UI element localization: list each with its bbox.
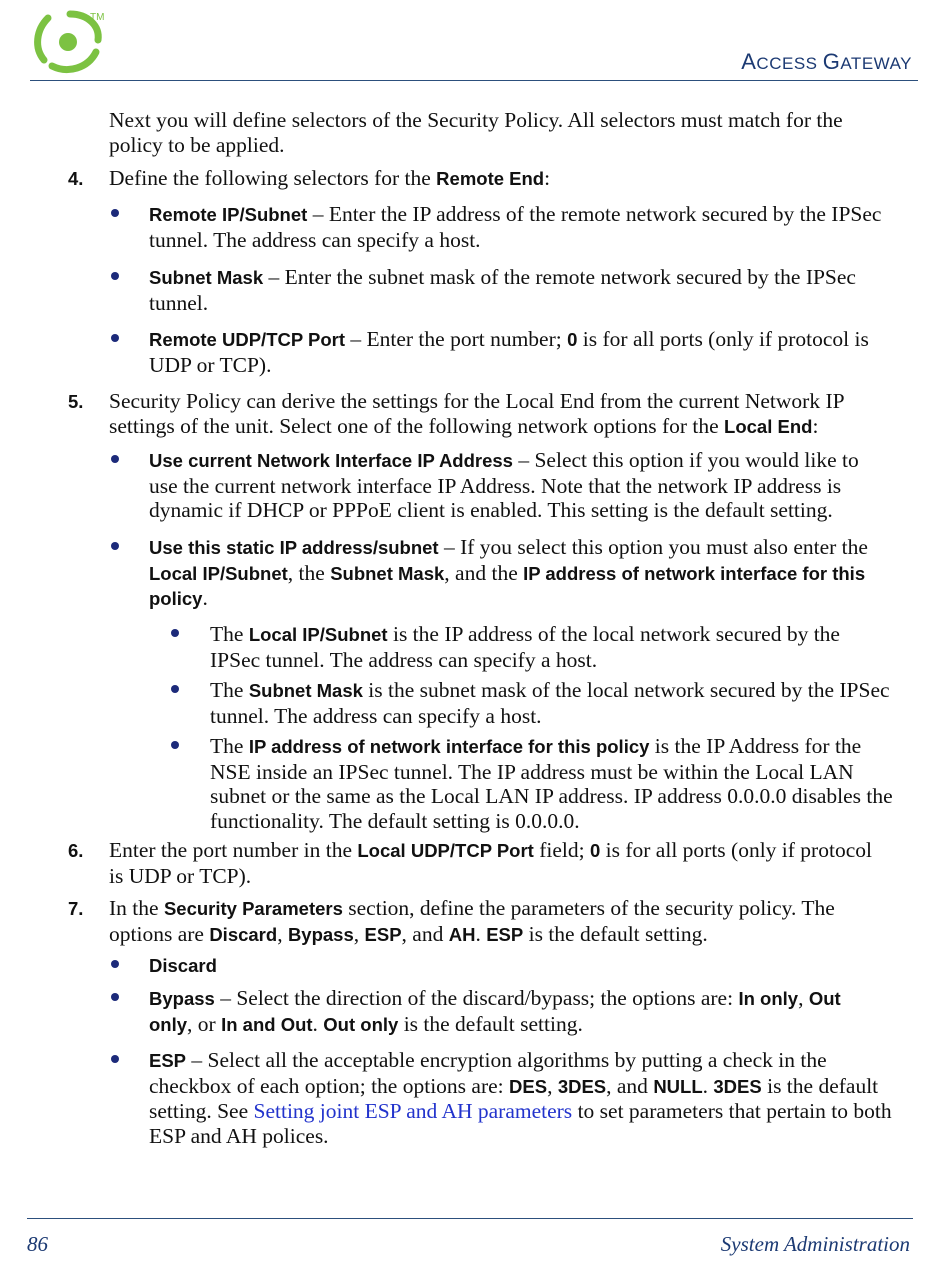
list-item: Subnet Mask – Enter the subnet mask of the remote network secured by the IPSec tunnel. xyxy=(149,265,856,315)
step-6-text: Enter the port number in the Local UDP/TCP Port field; 0 is for all ports (only if protocol is UDP or TCP). xyxy=(109,838,872,888)
list-item: Remote IP/Subnet – Enter the IP address of the remote network secured by the IPSec tunnel. The address can specify a host. xyxy=(149,202,882,252)
company-logo xyxy=(30,8,108,76)
bullet-icon xyxy=(111,334,119,342)
footer-rule xyxy=(27,1218,913,1219)
list-item: ESP – Select all the acceptable encryption algorithms by putting a check in the checkbox of each option; the options are: DES, 3DES, and NULL. 3DES is the default setting. See Setting joint ESP and AH parameters to set parameters that pertain to both ESP and AH polices. xyxy=(149,1048,892,1148)
list-item: Bypass – Select the direction of the discard/bypass; the options are: In only, Out only, or In and Out. Out only is the default setting. xyxy=(149,986,841,1036)
bullet-icon xyxy=(111,542,119,550)
bullet-icon xyxy=(111,455,119,463)
bullet-icon xyxy=(111,993,119,1001)
bullet-icon xyxy=(111,209,119,217)
step-number: 7. xyxy=(68,898,84,919)
step-4-text: Define the following selectors for the Remote End: xyxy=(109,166,551,190)
bullet-icon xyxy=(111,960,119,968)
list-item: The IP address of network interface for this policy is the IP Address for the NSE inside an IPSec tunnel. The IP address must be within the Local LAN subnet or the same as the Local LAN IP address. IP address 0.0.0.0 disables the functionality. The default setting is 0.0.0.0. xyxy=(210,734,893,833)
header-title: ACCESS GATEWAY xyxy=(741,49,912,74)
bullet-icon xyxy=(171,629,179,637)
step-number: 4. xyxy=(68,168,84,189)
list-item: Discard xyxy=(149,955,217,976)
page-number: 86 xyxy=(27,1232,48,1256)
bullet-icon xyxy=(111,1055,119,1063)
footer-section-title: System Administration xyxy=(720,1232,910,1256)
bullet-icon xyxy=(111,272,119,280)
step-number: 5. xyxy=(68,391,84,412)
header-rule xyxy=(30,80,918,81)
list-item: Remote UDP/TCP Port – Enter the port number; 0 is for all ports (only if protocol is UDP or TCP). xyxy=(149,327,869,377)
step-number: 6. xyxy=(68,840,84,861)
list-item: Use this static IP address/subnet – If you select this option you must also enter the Local IP/Subnet, the Subnet Mask, and the IP address of network interface for this policy. xyxy=(149,535,868,610)
list-item: The Subnet Mask is the subnet mask of the local network secured by the IPSec tunnel. The address can specify a host. xyxy=(210,678,890,728)
list-item: The Local IP/Subnet is the IP address of the local network secured by the IPSec tunnel. The address can specify a host. xyxy=(210,622,840,672)
step-5-text: Security Policy can derive the settings for the Local End from the current Network IP settings of the unit. Select one of the following network options for the Local End: xyxy=(109,389,845,438)
step-7-text: In the Security Parameters section, define the parameters of the security policy. The options are Discard, Bypass, ESP, and AH. ESP is the default setting. xyxy=(109,896,835,946)
intro-paragraph: Next you will define selectors of the Security Policy. All selectors must match for the policy to be applied. xyxy=(109,108,843,157)
esp-ah-parameters-link[interactable]: Setting joint ESP and AH parameters xyxy=(253,1099,573,1123)
list-item: Use current Network Interface IP Address – Select this option if you would like to use the current network interface IP Address. Note that the network IP address is dynamic if DHCP or PPPoE client is enabled. This setting is the default setting. xyxy=(149,448,859,522)
trademark-mark: TM xyxy=(90,12,105,23)
bullet-icon xyxy=(171,741,179,749)
bullet-icon xyxy=(171,685,179,693)
